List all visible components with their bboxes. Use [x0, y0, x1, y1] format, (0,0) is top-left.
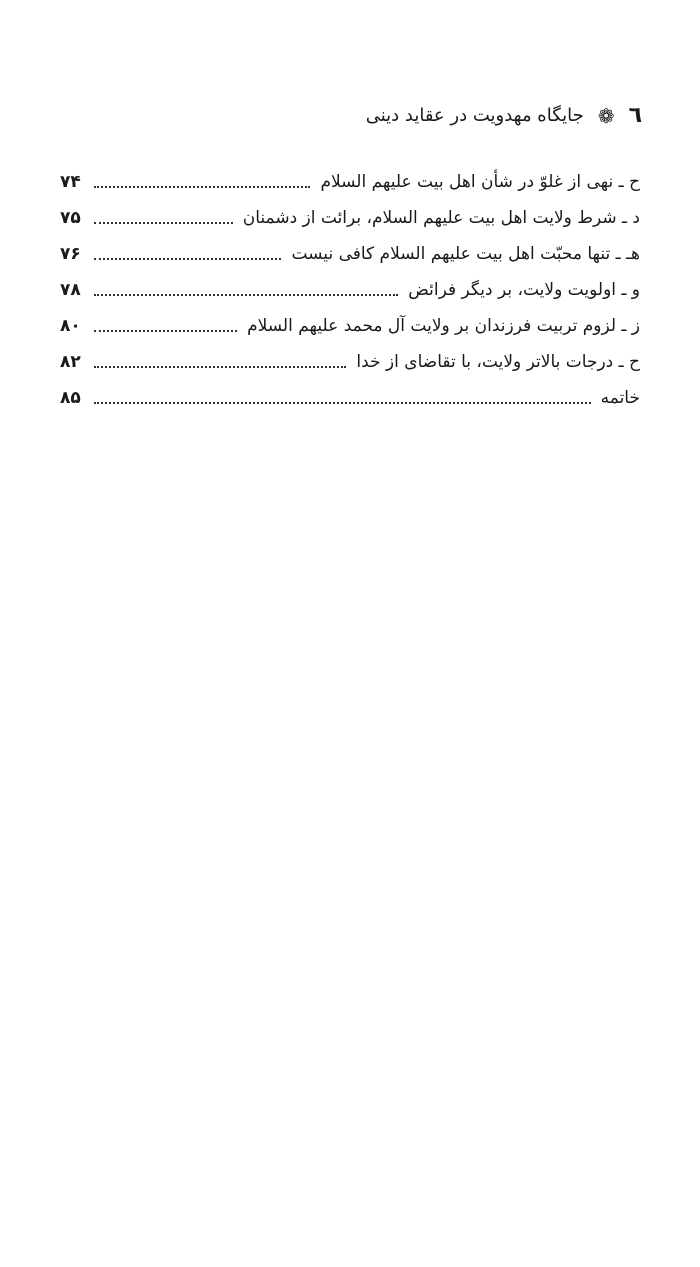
toc-entry-page: ۸۵ — [60, 388, 81, 408]
toc-entry-page: ۸۲ — [60, 352, 81, 372]
toc-entry-page: ۷۶ — [60, 244, 81, 264]
dot-leader — [94, 294, 398, 296]
toc-entry-page: ۷۴ — [60, 172, 81, 192]
toc-entry-title: د ـ شرط ولایت اهل بیت علیهم السلام، برائت از دشمنان — [242, 208, 640, 228]
toc-entry[interactable] — [60, 236, 640, 272]
toc-entry[interactable] — [60, 272, 640, 308]
dot-leader — [94, 366, 346, 368]
toc-entry-title: خاتمه — [600, 388, 640, 408]
toc-entry-title: و ـ اولویت ولایت، بر دیگر فرائض — [408, 280, 640, 300]
running-title: جایگاه مهدویت در عقاید دینی — [365, 105, 584, 126]
dot-leader — [94, 258, 281, 260]
dot-leader — [94, 330, 237, 332]
toc-entry-title: ح ـ نهی از غلوّ در شأن اهل بیت علیهم السلام — [320, 172, 640, 192]
page-header — [366, 100, 642, 132]
toc-entry[interactable] — [60, 380, 640, 416]
toc-entry-title: ح ـ درجات بالاتر ولایت، با تقاضای از خدا — [356, 352, 640, 372]
dot-leader — [94, 186, 310, 188]
toc-entry-page: ۷۸ — [60, 280, 81, 300]
toc-entry-page: ۸۰ — [60, 316, 81, 336]
table-of-contents — [60, 164, 640, 416]
toc-entry-title: ز ـ لزوم تربیت فرزندان بر ولایت آل محمد علیهم السلام — [247, 316, 640, 336]
toc-entry[interactable] — [60, 344, 640, 380]
toc-entry-title: هـ ـ تنها محبّت اهل بیت علیهم السلام کافی نیست — [291, 244, 640, 264]
dot-leader — [94, 222, 233, 224]
dot-leader — [94, 402, 591, 404]
toc-entry[interactable] — [60, 308, 640, 344]
toc-entry[interactable] — [60, 164, 640, 200]
toc-entry-page: ۷۵ — [60, 208, 81, 228]
flower-ornament-icon: ❁ — [597, 104, 615, 128]
toc-entry[interactable] — [60, 200, 640, 236]
page-number: ٦ — [628, 103, 642, 128]
